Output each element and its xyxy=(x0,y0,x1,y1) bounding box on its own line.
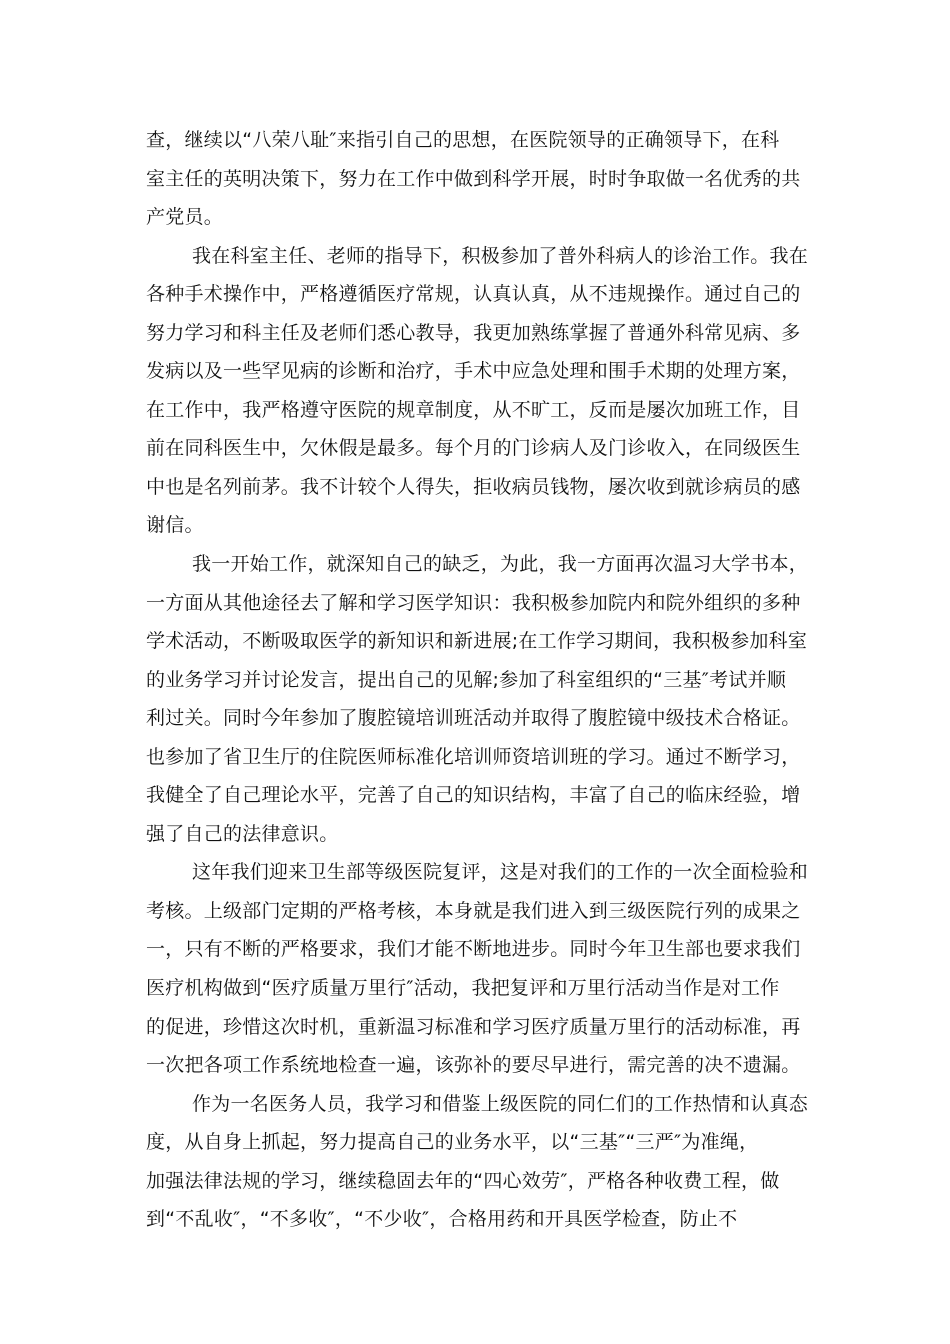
text-line: 努力学习和科主任及老师们悉心教导，我更加熟练掌握了普通外科常见病、多 xyxy=(146,321,801,344)
text-line: 强了自己的法律意识。 xyxy=(146,822,339,845)
paragraph-first-line: 我一开始工作，就深知自己的缺乏，为此，我一方面再次温习大学书本， xyxy=(192,553,809,576)
text-line: 查，继续以“八荣八耻″来指引自己的思想，在医院领导的正确领导下，在科 xyxy=(146,129,780,151)
text-line: 考核。上级部门定期的严格考核，本身就是我们进入到三级医院行列的成果之 xyxy=(146,899,801,922)
text-line: 的业务学习并讨论发言，提出自己的见解;参加了科室组织的“三基″考试并顺 xyxy=(146,668,787,691)
document-body xyxy=(146,121,809,1239)
text-line: 室主任的英明决策下，努力在工作中做到科学开展，时时争取做一名优秀的共 xyxy=(146,167,801,190)
text-line: 度，从自身上抓起，努力提高自己的业务水平，以“三基″“三严″为准绳， xyxy=(146,1131,759,1154)
text-line: 在工作中，我严格遵守医院的规章制度，从不旷工，反而是屡次加班工作，目 xyxy=(146,398,801,421)
paragraph-first-line: 我在科室主任、老师的指导下，积极参加了普外科病人的诊治工作。我在 xyxy=(192,244,809,267)
text-line: 的促进，珍惜这次时机，重新温习标准和学习医疗质量万里行的活动标准，再 xyxy=(146,1015,801,1038)
text-line: 加强法律法规的学习，继续稳固去年的“四心效劳″，严格各种收费工程，做 xyxy=(146,1169,780,1192)
text-line: 各种手术操作中，严格遵循医疗常规，认真认真，从不违规操作。通过自己的 xyxy=(146,283,801,306)
paragraph-first-line: 作为一名医务人员，我学习和借鉴上级医院的同仁们的工作热情和认真态 xyxy=(192,1092,809,1115)
text-line: 一次把各项工作系统地检查一遍，该弥补的要尽早进行，需完善的决不遗漏。 xyxy=(146,1054,801,1077)
text-line: 也参加了省卫生厅的住院医师标准化培训师资培训班的学习。通过不断学习， xyxy=(146,745,801,768)
text-line: 我健全了自己理论水平，完善了自己的知识结构，丰富了自己的临床经验，增 xyxy=(146,784,801,807)
text-line: 利过关。同时今年参加了腹腔镜培训班活动并取得了腹腔镜中级技术合格证。 xyxy=(146,707,801,730)
text-line: 一方面从其他途径去了解和学习医学知识：我积极参加院内和院外组织的多种 xyxy=(146,591,801,614)
text-line: 中也是名列前茅。我不计较个人得失，拒收病员钱物，屡次收到就诊病员的感 xyxy=(146,475,801,498)
text-line: 学术活动，不断吸取医学的新知识和新进展;在工作学习期间，我积极参加科室 xyxy=(146,630,808,653)
text-line: 产党员。 xyxy=(146,206,224,229)
text-line: 一，只有不断的严格要求，我们才能不断地进步。同时今年卫生部也要求我们 xyxy=(146,938,801,961)
text-line: 前在同科医生中，欠休假是最多。每个月的门诊病人及门诊收入，在同级医生 xyxy=(146,437,801,460)
text-line: 谢信。 xyxy=(146,514,204,537)
text-line: 发病以及一些罕见病的诊断和治疗，手术中应急处理和围手术期的处理方案， xyxy=(146,360,801,383)
paragraph-first-line: 这年我们迎来卫生部等级医院复评，这是对我们的工作的一次全面检验和 xyxy=(192,861,809,884)
text-line: 医疗机构做到“医疗质量万里行″活动，我把复评和万里行活动当作是对工作 xyxy=(146,977,780,1000)
text-line: 到“不乱收″，“不多收″，“不少收″，合格用药和开具医学检查，防止不 xyxy=(146,1208,738,1231)
